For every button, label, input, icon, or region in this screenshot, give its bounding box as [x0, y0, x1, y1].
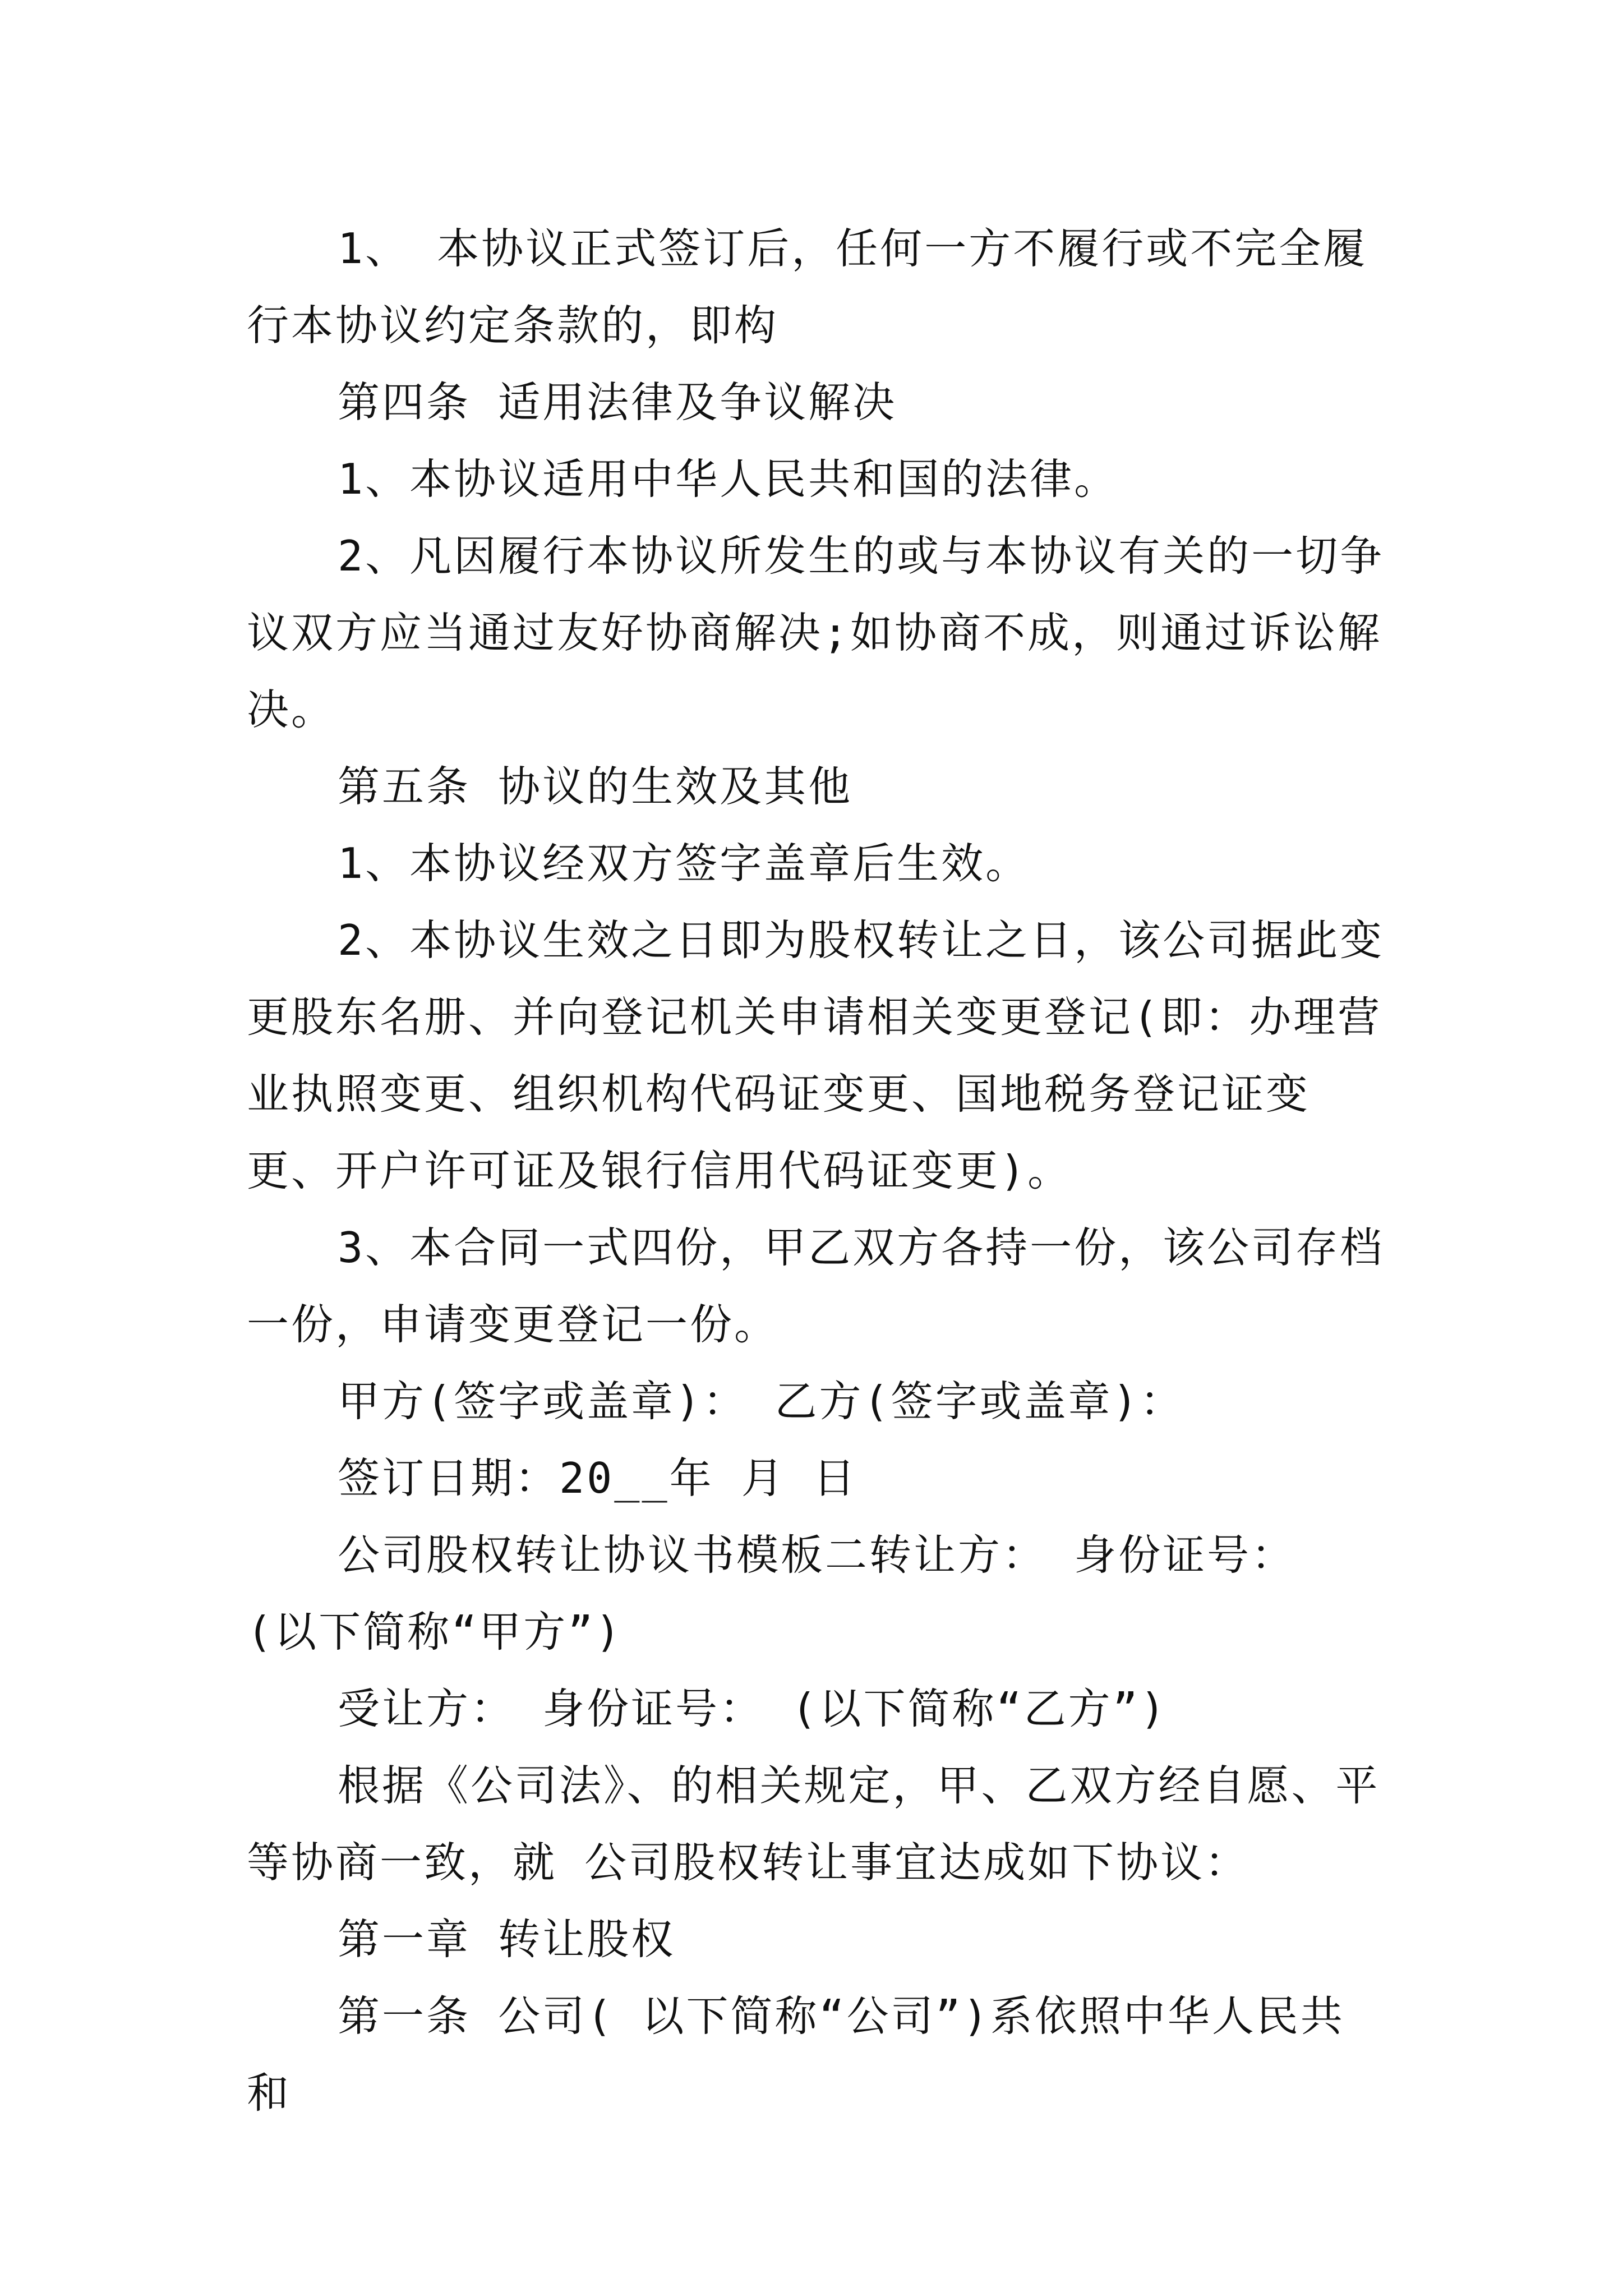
- chapter-1-heading: 第一章 转让股权: [338, 1915, 676, 1964]
- document-body: [247, 210, 1385, 2132]
- signature-line: 甲方(签字或盖章)： 乙方(签字或盖章)：: [338, 1377, 1184, 1426]
- preamble-paragraph: 根据《公司法》、的相关规定，甲、乙双方经自愿、平等协商一致，就 公司股权转让事宜达成如下协议：: [247, 1761, 1380, 1887]
- transfer-date-paragraph: 2、本协议生效之日即为股权转让之日，该公司据此变更股东名册、并向登记机关申请相关变更登记(即：办理营业执照变更、组织机构代码证变更、国地税务登记证变更、开户许可证及银行信用代码证变更)。: [247, 915, 1385, 1195]
- clause-breach-paragraph: 1、 本协议正式签订后，任何一方不履行或不完全履行本协议约定条款的，即构: [247, 224, 1368, 350]
- template-two-transferor-line: 公司股权转让协议书模板二转让方： 身份证号： (以下简称“甲方”): [247, 1530, 1324, 1657]
- transferee-line: 受让方： 身份证号： (以下简称“乙方”): [338, 1684, 1168, 1733]
- signing-date-line: 签订日期：20__年 月 日: [338, 1453, 857, 1503]
- governing-law-paragraph: 1、本协议适用中华人民共和国的法律。: [338, 454, 1119, 504]
- article-5-heading: 第五条 协议的生效及其他: [338, 762, 853, 811]
- effectiveness-paragraph: 1、本协议经双方签字盖章后生效。: [338, 839, 1030, 888]
- article-1-paragraph: 第一条 公司( 以下简称“公司”)系依照中华人民共和: [247, 1991, 1345, 2118]
- dispute-resolution-paragraph: 2、凡因履行本协议所发生的或与本协议有关的一切争议双方应当通过友好协商解决;如协商不成，则通过诉讼解决。: [247, 531, 1385, 734]
- copies-paragraph: 3、本合同一式四份，甲乙双方各持一份，该公司存档一份，申请变更登记一份。: [247, 1223, 1385, 1349]
- article-4-heading: 第四条 适用法律及争议解决: [338, 378, 897, 427]
